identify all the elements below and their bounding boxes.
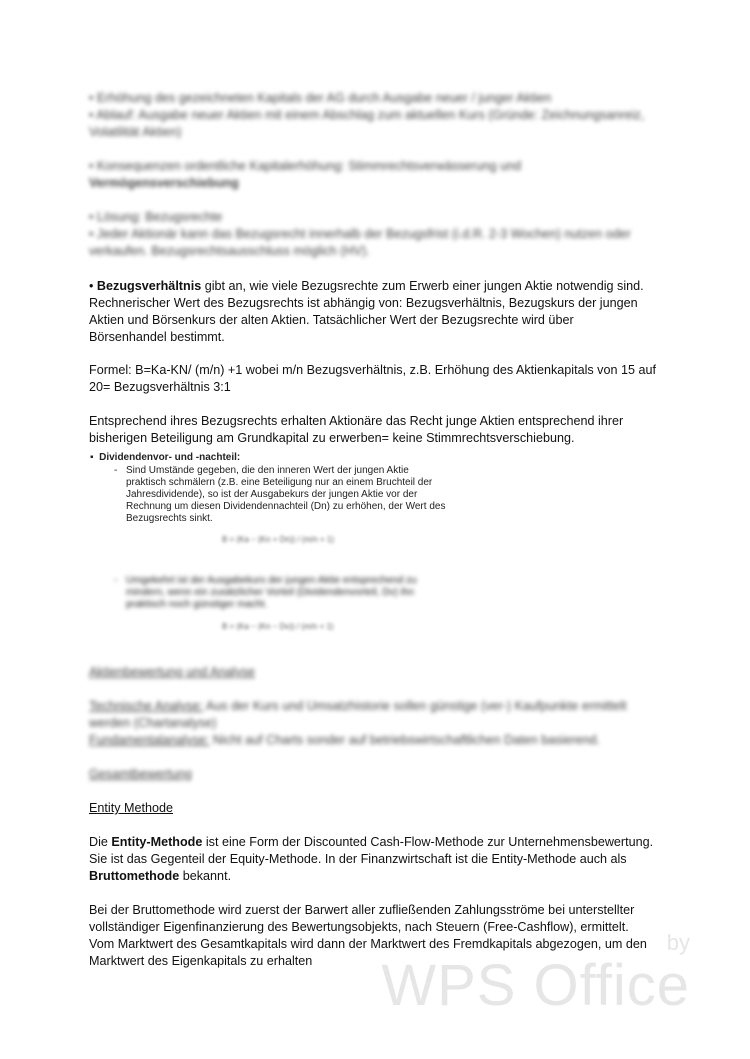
entity-p1-line-2: Sie ist das Gegenteil der Equity-Methode. In der Finanzwirtschaft ist die Entity-Methode auch als (89, 852, 627, 866)
dividenden-item2-l1: Umgekehrt ist der Ausgabekurs der jungen Aktie entsprechend zu (126, 575, 417, 586)
dividenden-item1-l3: Jahresdividende), so ist der Ausgabekurs der jungen Aktie vor der (126, 489, 418, 500)
blurred-heading-aktienbewertung: Aktienbewertung und Analyse (89, 665, 255, 679)
bezugsverhaeltnis-line-1: • Bezugsverhältnis gibt an, wie viele Bezugsrechte zum Erwerb einer jungen Aktie notwendig sind. (89, 279, 644, 293)
dividenden-formula-1: B = (Ka − (Kn + Dn)) / (m/n + 1) (222, 535, 335, 544)
bezugsverhaeltnis-line-2: Rechnerischer Wert des Bezugsrechts ist abhängig von: Bezugsverhältnis, Bezugskurs der jungen (89, 296, 638, 310)
formel-line-2: 20= Bezugsverhältnis 3:1 (89, 380, 231, 394)
dividenden-item1-l1: Sind Umstände gegeben, die den inneren Wert der jungen Aktie (126, 465, 409, 476)
dividenden-item1-l2: praktisch schmälern (z.B. eine Beteiligung nur an einem Bruchteil der (126, 477, 433, 488)
formel-line-1: Formel: B=Ka-KN/ (m/n) +1 wobei m/n Bezugsverhältnis, z.B. Erhöhung des Aktienkapitals von 15 auf (89, 363, 657, 377)
entity-p2-line-2: vollständiger Eigenfinanzierung des Bewertungsobjekts, nach Steuern (Free-Cashflow), ermittelt. (89, 920, 629, 934)
entity-p2-line-3: Vom Marktwert des Gesamtkapitals wird dann der Marktwert des Fremdkapitals abgezogen, um den (89, 937, 647, 951)
blurred-bullet-2b: Volatilität Aktien) (89, 125, 182, 139)
blurred-heading-gesamtbewertung: Gesamtbewertung (89, 767, 192, 781)
blurred-bullet-2a: • Ablauf: Ausgabe neuer Aktien mit einem Abschlag zum aktuellen Kurs (Gründe: Zeichnungsanreiz, (89, 108, 645, 122)
dividenden-item1-l4: Rechnung um diesen Dividendennachteil (Dn) zu erhöhen, der Wert des (126, 501, 446, 512)
entity-p1-line-1: Die Entity-Methode ist eine Form der Discounted Cash-Flow-Methode zur Unternehmensbewertung. (89, 835, 654, 849)
blurred-bullet-4b: • Jeder Aktionär kann das Bezugsrecht innerhalb der Bezugsfrist (i.d.R. 2-3 Wochen) nutzen oder (89, 227, 631, 241)
blurred-technische-analyse: Technische Analyse: Aus der Kurs und Umsatzhistorie sollen günstige (ver-) Kaufpunkte ermittelt (89, 699, 627, 713)
watermark-brand: WPS Office (381, 953, 690, 1018)
blurred-technische-analyse-l2: werden (Chartanalyse) (89, 716, 217, 730)
entity-p1-line-3: Bruttomethode bekannt. (89, 869, 232, 883)
bezugsverhaeltnis-line-3: Aktien und Börsenkurs der alten Aktien. Tatsächlicher Wert der Bezugsrechte wird über (89, 313, 574, 327)
entsprechend-line-1: Entsprechend ihres Bezugsrechts erhalten Aktionäre das Recht junge Aktien entsprechend ihrer (89, 414, 624, 428)
watermark-by: by (666, 930, 690, 955)
bezugsverhaeltnis-line-4: Börsenhandel bestimmt. (89, 330, 225, 344)
blurred-fundamentalanalyse: Fundamentalanalyse: Nicht auf Charts sonder auf betriebswirtschaftlichen Daten basierend. (89, 733, 601, 747)
dividenden-dash-1: - (114, 465, 118, 476)
blurred-bullet-3b: Vermögensverschiebung (89, 176, 239, 190)
blurred-bullet-4c: verkaufen. Bezugsrechtsausschluss möglich (HV). (89, 244, 370, 258)
entsprechend-line-2: bisherigen Beteiligung am Grundkapital zu erwerben= keine Stimmrechtsverschiebung. (89, 431, 575, 445)
dividenden-item1-l5: Bezugsrechts sinkt. (126, 513, 213, 524)
entity-p2-line-4: Marktwert des Eigenkapitals zu erhalten (89, 954, 313, 968)
blurred-bullet-4a: • Lösung: Bezugsrechte (89, 210, 223, 224)
entity-heading: Entity Methode (89, 801, 174, 815)
wps-office-watermark (381, 930, 690, 1040)
dividenden-heading: ▪ Dividendenvor- und -nachteil: (90, 452, 241, 463)
dividenden-item2-l3: praktisch noch günstiger macht. (126, 599, 268, 610)
dividenden-dash-2: - (114, 575, 118, 586)
blurred-bullet-3a: • Konsequenzen ordentliche Kapitalerhöhung: Stimmrechtsverwässerung und (89, 159, 522, 173)
blurred-bullet-1: • Erhöhung des gezeichneten Kapitals der AG durch Ausgabe neuer / junger Aktien (89, 91, 552, 105)
dividenden-formula-2: B = (Ka − (Kn − Dv)) / (m/n + 1) (222, 622, 334, 631)
dividenden-item2-l2: mindern, wenn ein zusätzlicher Vorteil (Dividendenvorteil, Dv) ihn (126, 587, 414, 598)
entity-p2-line-1: Bei der Bruttomethode wird zuerst der Barwert aller zufließenden Zahlungsströme bei unterstellter (89, 903, 635, 917)
